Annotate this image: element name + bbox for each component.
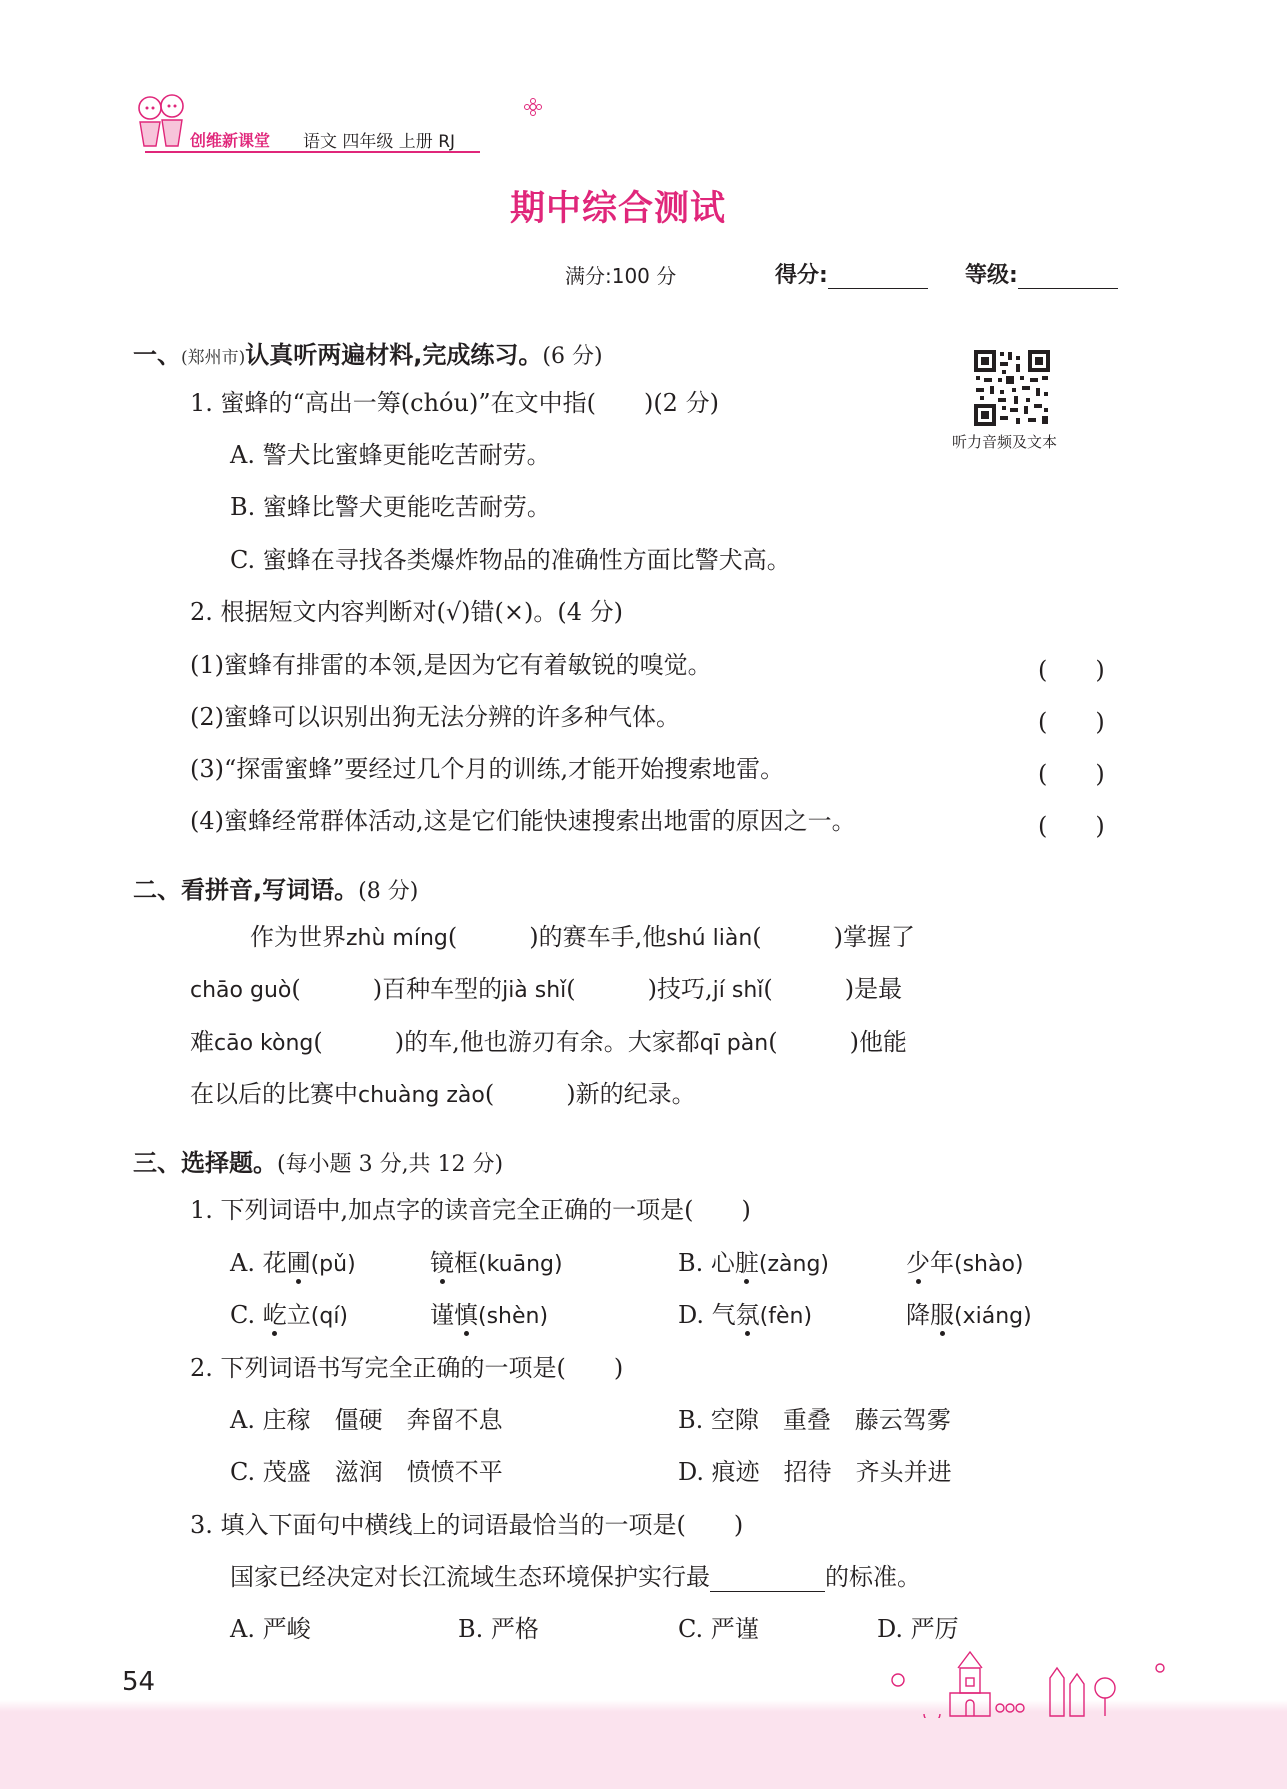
s2-line-1 [250, 922, 915, 954]
s2-pinyin-2: shú liàn [666, 926, 753, 951]
s3-q2-option-a[interactable]: A. 庄稼 僵硬 奔留不息 [230, 1406, 503, 1434]
grade-blank[interactable] [1018, 264, 1118, 289]
s1-q1-option-a[interactable]: A. 警犬比蜜蜂更能吃苦耐劳。 [230, 441, 551, 469]
s2-blank-2[interactable]: ( ) [752, 923, 843, 951]
section-1-city: (郑州市) [181, 348, 246, 368]
s3-q3-option-c[interactable]: C. 严谨 [678, 1615, 759, 1643]
s3-q1-c2-dotted: 慎 [454, 1301, 478, 1329]
s1-q2-item-4: (4)蜜蜂经常群体活动,这是它们能快速搜索出地雷的原因之一。 [190, 807, 856, 835]
section-1-points: (6 分) [542, 344, 603, 369]
footer-band [0, 1712, 1287, 1789]
score-label-text: 得分: [775, 263, 828, 288]
s3-q3-option-d[interactable]: D. 严厉 [877, 1615, 959, 1643]
s1-q2-item-2: (2)蜜蜂可以识别出狗无法分辨的许多种气体。 [190, 703, 680, 731]
s2-line-4 [190, 1079, 696, 1111]
s2-text: 难 [190, 1028, 214, 1056]
s3-q1-c2-pinyin: (shèn) [478, 1304, 549, 1329]
score-blank[interactable] [828, 264, 928, 289]
s2-text: 的车,他也游刃有余。大家都 [404, 1028, 700, 1056]
section-1-title: 认真听两遍材料,完成练习。 [245, 341, 543, 369]
s1-q2-answer-4[interactable]: ( ) [1038, 812, 1105, 840]
s3-q1-c-text2: 立 [286, 1301, 311, 1329]
s2-text: 百种车型的 [382, 975, 503, 1003]
s2-line-2 [190, 974, 902, 1006]
s3-q1-option-b[interactable] [678, 1248, 829, 1280]
s3-q1-option-c2 [430, 1300, 548, 1332]
s3-q1-a-text: A. 花 [230, 1249, 287, 1277]
s2-pinyin-7: qī pàn [699, 1031, 769, 1056]
section-1-number: 一、 [133, 341, 181, 369]
grade-label-text: 等级: [965, 263, 1018, 288]
s1-q1-stem: 1. 蜜蜂的“高出一筹(chóu)”在文中指( )(2 分) [190, 389, 719, 417]
s3-q2-option-d[interactable]: D. 痕迹 招待 齐头并进 [678, 1458, 952, 1486]
flower-icon [524, 98, 542, 116]
s2-pinyin-5: jí shǐ [712, 978, 764, 1003]
s3-q2-option-c[interactable]: C. 茂盛 滋润 愤愤不平 [230, 1458, 503, 1486]
s1-q1-option-c[interactable]: C. 蜜蜂在寻找各类爆炸物品的准确性方面比警犬高。 [230, 546, 791, 574]
s1-q1-option-b[interactable]: B. 蜜蜂比警犬更能吃苦耐劳。 [230, 493, 551, 521]
s3-q1-d-dotted: 氛 [735, 1301, 760, 1329]
s3-q1-b2-pinyin: (shào) [954, 1252, 1024, 1277]
s2-text: 新的纪录。 [575, 1080, 696, 1108]
s3-q2-stem: 2. 下列词语书写完全正确的一项是( ) [190, 1354, 624, 1382]
s1-q2-stem: 2. 根据短文内容判断对(√)错(×)。(4 分) [190, 598, 624, 626]
s3-q3-blank[interactable] [710, 1565, 825, 1592]
s3-q3-option-b[interactable]: B. 严格 [458, 1615, 539, 1643]
s3-q1-b2-text: 年 [930, 1249, 954, 1277]
s3-q1-a-pinyin: (pǔ) [310, 1252, 356, 1277]
s2-text: 在以后的比赛中 [190, 1080, 358, 1108]
section-3-points: (每小题 3 分,共 12 分) [277, 1152, 504, 1177]
s2-text: 作为世界 [250, 923, 346, 951]
section-3-heading [133, 1143, 503, 1178]
s2-blank-1[interactable]: ( ) [447, 923, 539, 951]
s3-q1-c-text: C. [230, 1301, 263, 1329]
s1-q2-answer-2[interactable]: ( ) [1038, 708, 1105, 736]
s3-q3-sentence-b: 的标准。 [825, 1563, 921, 1591]
s3-q1-option-d2 [906, 1300, 1032, 1332]
score-label [775, 258, 928, 289]
full-score: 满分:100 分 [565, 264, 677, 288]
s3-q3-stem: 3. 填入下面句中横线上的词语最恰当的一项是( ) [190, 1511, 744, 1539]
s2-pinyin-6: cāo kòng [214, 1031, 314, 1056]
s3-q1-b2-dotted: 少 [906, 1249, 930, 1277]
s3-q1-b-pinyin: (zàng) [758, 1252, 830, 1277]
s2-text: 是最 [854, 975, 903, 1003]
s3-q1-option-a2 [430, 1248, 563, 1280]
grade-label [965, 258, 1118, 289]
s2-blank-7[interactable]: ( ) [768, 1028, 859, 1056]
section-1-heading [133, 335, 603, 370]
s3-q2-option-b[interactable]: B. 空隙 重叠 藤云驾雾 [678, 1406, 951, 1434]
s2-blank-6[interactable]: ( ) [313, 1028, 405, 1056]
s3-q1-d2-pinyin: (xiáng) [954, 1304, 1032, 1329]
header-book-info: 语文 四年级 上册 RJ [303, 132, 456, 152]
s3-q1-option-c[interactable] [230, 1300, 348, 1332]
s3-q1-b-text: B. 心 [678, 1249, 735, 1277]
section-2-points: (8 分) [358, 879, 419, 904]
s2-pinyin-3: chāo guò [190, 978, 292, 1003]
s1-q2-item-3: (3)“探雷蜜蜂”要经过几个月的训练,才能开始搜索地雷。 [190, 755, 785, 783]
section-2-heading [133, 870, 418, 905]
castle-illustration-icon [880, 1648, 1170, 1718]
s3-q1-d-pinyin: (fèn) [759, 1304, 813, 1329]
section-2-title: 二、看拼音,写词语。 [133, 876, 359, 904]
s3-q1-c2-text: 谨 [430, 1301, 454, 1329]
section-3-title: 三、选择题。 [133, 1149, 277, 1177]
page-number: 54 [122, 1667, 156, 1697]
s3-q1-option-a[interactable] [230, 1248, 356, 1280]
s1-q2-item-1: (1)蜜蜂有排雷的本领,是因为它有着敏锐的嗅觉。 [190, 651, 712, 679]
s2-text: 的赛车手,他 [538, 923, 667, 951]
s3-q1-stem: 1. 下列词语中,加点字的读音完全正确的一项是( ) [190, 1196, 751, 1224]
s3-q1-d2-text: 降 [906, 1301, 930, 1329]
s3-q1-c-pinyin: (qí) [310, 1304, 349, 1329]
s3-q3-sentence-a: 国家已经决定对长江流域生态环境保护实行最 [230, 1563, 710, 1591]
s3-q3-option-a[interactable]: A. 严峻 [230, 1615, 311, 1643]
s3-q1-option-d[interactable] [678, 1300, 812, 1332]
s2-pinyin-4: jià shǐ [502, 978, 567, 1003]
s1-q2-answer-3[interactable]: ( ) [1038, 760, 1105, 788]
s2-pinyin-1: zhù míng [346, 926, 448, 951]
s1-q2-answer-1[interactable]: ( ) [1038, 656, 1105, 684]
s3-q1-c-dotted: 屹 [262, 1301, 287, 1329]
s2-blank-8[interactable]: ( ) [484, 1080, 576, 1108]
header-brand: 创维新课堂 [190, 131, 271, 150]
s3-q3-sentence [230, 1562, 921, 1592]
s2-text: 技巧, [657, 975, 713, 1003]
s3-q1-a2-pinyin: (kuāng) [478, 1252, 563, 1277]
s3-q1-b-dotted: 脏 [734, 1249, 759, 1277]
qr-code[interactable] [972, 348, 1052, 428]
s2-line-3 [190, 1027, 907, 1059]
s3-q1-a-dotted: 圃 [286, 1249, 311, 1277]
s2-blank-4[interactable]: ( ) [566, 975, 658, 1003]
header-logo-illustration [126, 86, 196, 156]
s3-q1-option-b2 [906, 1248, 1024, 1280]
s3-q1-d2-dotted: 服 [930, 1301, 954, 1329]
s2-blank-5[interactable]: ( ) [763, 975, 855, 1003]
qr-caption: 听力音频及文本 [952, 433, 1058, 451]
page-title: 期中综合测试 [510, 189, 727, 229]
s2-blank-3[interactable]: ( ) [291, 975, 383, 1003]
s2-pinyin-8: chuàng zào [358, 1083, 485, 1108]
s2-text: 掌握了 [843, 923, 915, 951]
s3-q1-d-text: D. 气 [678, 1301, 736, 1329]
s2-text: 他能 [858, 1028, 907, 1056]
s3-q1-a2-text: 框 [454, 1249, 478, 1277]
s3-q1-a2-dotted: 镜 [430, 1249, 454, 1277]
